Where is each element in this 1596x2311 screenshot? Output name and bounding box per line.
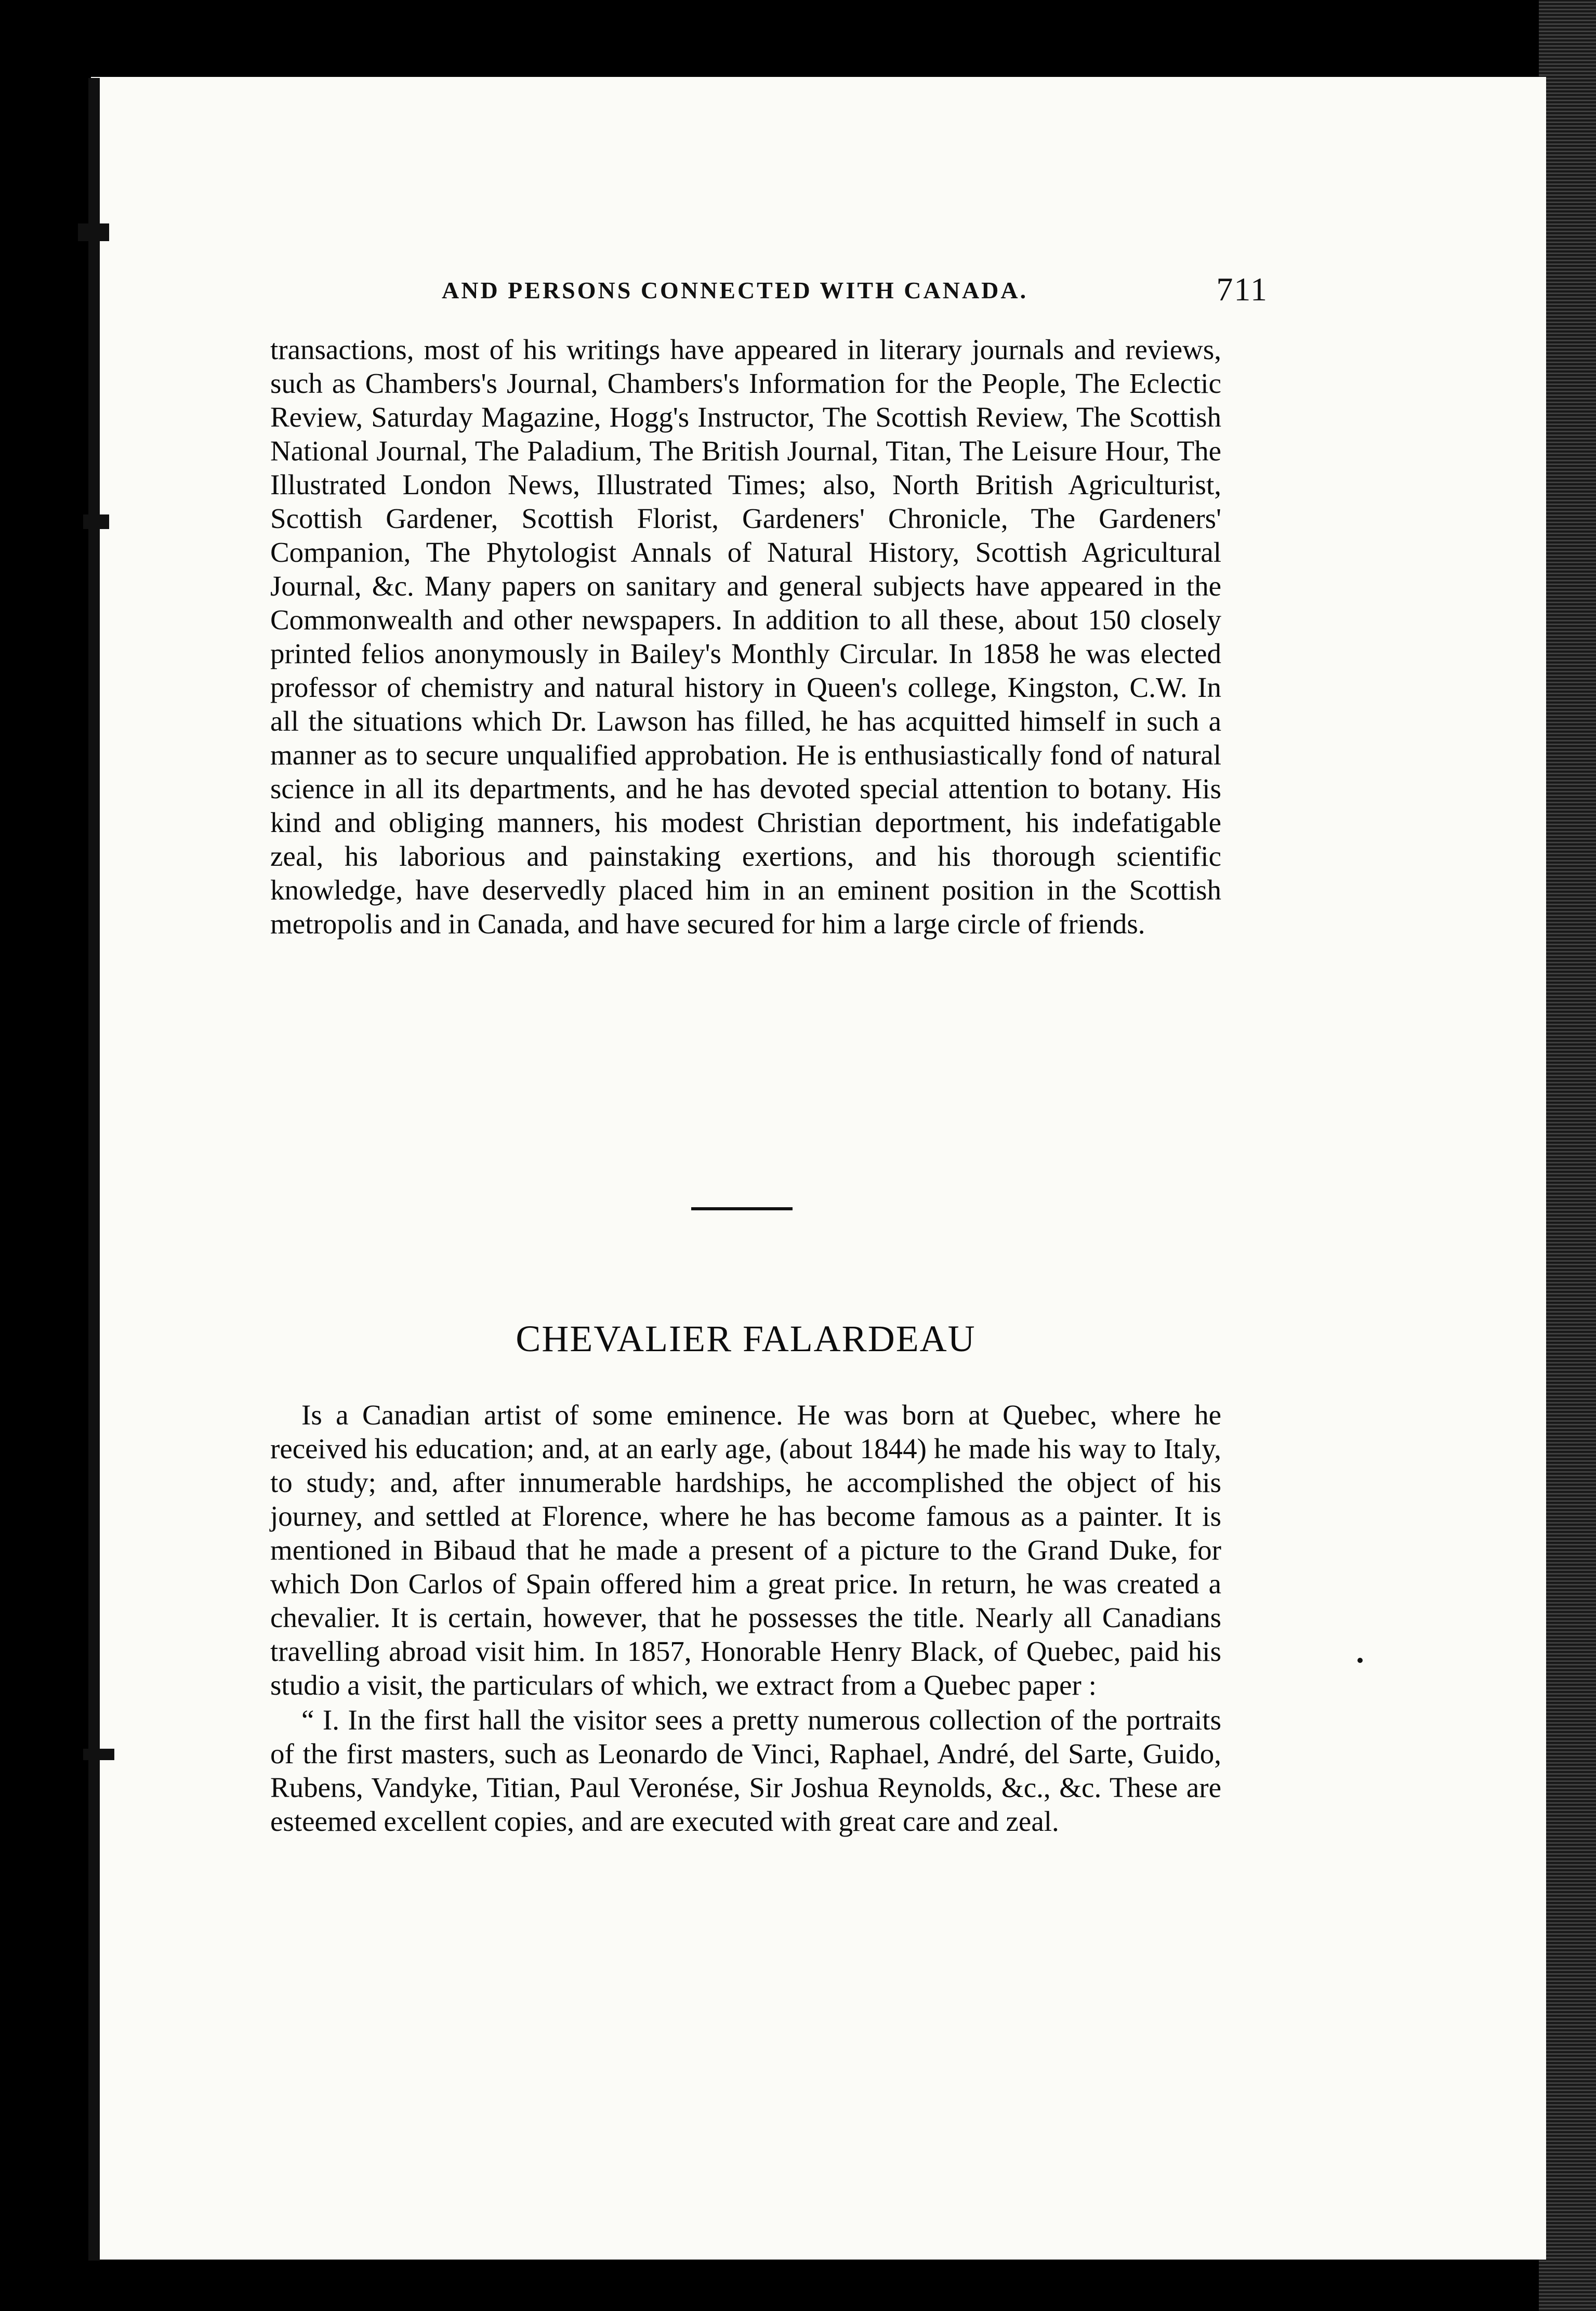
scan-mark xyxy=(1357,1658,1363,1663)
scan-mark xyxy=(78,223,109,241)
page-edge-shadow xyxy=(1539,0,1596,2311)
section-body xyxy=(270,1398,1221,1838)
page-binding-edge xyxy=(88,78,100,2261)
running-head-title: AND PERSONS CONNECTED WITH CANADA. xyxy=(442,277,1028,303)
section-heading: CHEVALIER FALARDEAU xyxy=(516,1318,976,1359)
paragraph-text: Is a Canadian artist of some eminence. He was born at Quebec, where he received his education; and, at an early age, (about 1844) he made his way to Italy, to study; and, after innumerable hardships, he accomplished the object of his journey, and settled at Florence, where he has become famous as a painter. It is mentioned in Bibaud that he made a present of a picture to the Grand Duke, for which Don Carlos of Spain offered him a great price. In return, he was created a chevalier. It is certain, however, that he possesses the title. Nearly all Canadians travelling abroad visit him. In 1857, Honorable Henry Black, of Quebec, paid his studio a visit, the particulars of which, we extract from a Quebec paper : xyxy=(270,1399,1221,1701)
section-divider xyxy=(691,1207,793,1210)
scan-mark xyxy=(83,514,109,529)
quoted-paragraph: “ I. In the first hall the visitor sees a pretty numerous collection of the portraits of the first masters, such as Leonardo de Vinci, Raphael, André, del Sarte, Guido, Rubens, Vandyke, Titian, Paul Veronése, Sir Joshua Reynolds, &c., &c. These are esteemed excellent copies, and are executed with great care and zeal. xyxy=(270,1704,1221,1837)
scan-mark xyxy=(83,1749,114,1760)
paragraph-text: transactions, most of his writings have appeared in literary journals and reviews, such as Chambers's Journal, Chambers's Information for the People, The Eclectic Review, Saturday Magazine, Hogg's Instructor, The Scottish Review, The Scottish National Journal, The Paladium, The British Journal, Titan, The Leisure Hour, The Illustrated London News, Illustrated Times; also, North British Agriculturist, Scottish Gardener, Scottish Florist, Gardeners' Chronicle, The Gardeners' Companion, The Phytologist Annals of Natural History, Scottish Agricultural Journal, &c. Many papers on sanitary and general subjects have appeared in the Commonwealth and other newspapers. In addition to all these, about 150 closely printed felios anonymously in Bailey's Monthly Circular. In 1858 he was elected professor of chemistry and natural history in Queen's college, Kingston, C.W. In all the situations which Dr. Lawson has filled, he has acquitted himself in such a manner as to secure unqualified approbation. He is enthusiastically fond of natural science in all its departments, and he has devoted special attention to botany. His kind and obliging manners, his modest Christian deportment, his indefatigable zeal, his laborious and painstaking exertions, and his thorough scientific knowledge, have deservedly placed him in an eminent position in the Scottish metropolis and in Canada, and have secured for him a large circle of friends. xyxy=(270,334,1221,940)
running-head xyxy=(270,270,1268,312)
page-number: 711 xyxy=(1216,271,1268,308)
continued-paragraph xyxy=(270,333,1221,941)
